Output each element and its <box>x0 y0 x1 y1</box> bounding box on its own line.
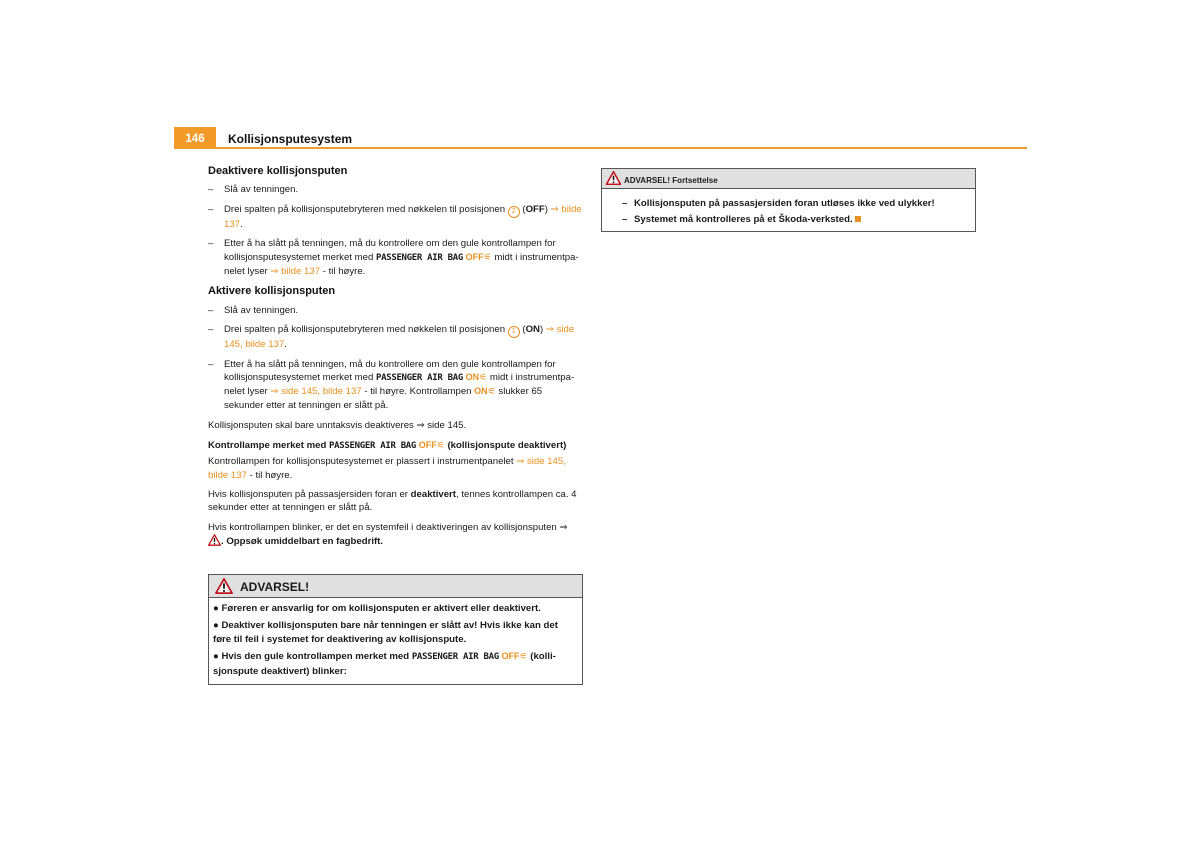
warning-header <box>209 575 582 598</box>
state-label: OFF <box>525 203 545 215</box>
airbag-off-icon: ⚟ <box>483 251 492 262</box>
end-marker-icon <box>855 216 861 222</box>
passenger-airbag-label: PASSENGER AIR BAG <box>329 440 417 451</box>
right-column <box>601 168 976 232</box>
warning-bullet: ● Hvis den gule kontrollampen merket med PASSENGER AIR BAG OFF⚟ (kolli-sjonspute deaktivert) blinker: <box>213 651 556 677</box>
off-state-label: OFF <box>465 251 484 262</box>
paragraph: Hvis kontrollampen blinker, er det en systemfeil i deaktiveringen av kollisjonsputen ⇒ . Oppsøk umiddelbart en fagbedrift. <box>208 521 568 548</box>
list-item: – Drei spalten på kollisjonsputebryteren med nøkkelen til posisjonen 2 (OFF) ⇒ bilde 137. <box>208 203 582 230</box>
step-text: - til høyre. Kontrollampen <box>364 386 472 398</box>
list-item: – Drei spalten på kollisjonsputebryteren med nøkkelen til posisjonen 1 (ON) ⇒ side 145, bilde 137. <box>208 324 575 351</box>
step-text: midt i instrumentpa-nelet lyser <box>224 372 575 398</box>
warning-title: ADVARSEL! Fortsettelse <box>624 176 718 185</box>
warning-bullet: ● Deaktiver kollisjonsputen bare når tenningen er slått av! Hvis ikke kan det føre til feil i systemet for deaktivering av kollisjonspute. <box>213 620 558 645</box>
page-header <box>174 127 1027 149</box>
figure-link[interactable]: ⇒ side 145, bilde 137 <box>224 324 575 351</box>
step-text: slukker 65 sekunder etter at tenningen er slått på. <box>224 386 543 411</box>
warning-header <box>602 169 975 189</box>
airbag-off-icon: ⚟ <box>436 439 445 450</box>
section-heading: Aktivere kollisjonsputen <box>208 285 336 298</box>
step-text: Slå av tenningen. <box>224 184 299 196</box>
step-text: Drei spalten på kollisjonsputebryteren med nøkkelen til posisjonen <box>224 324 506 336</box>
airbag-off-icon: ⚟ <box>519 651 528 662</box>
off-state-label: OFF <box>501 651 520 662</box>
position-1-icon: 1 <box>508 326 520 338</box>
warning-body <box>602 189 975 231</box>
figure-link[interactable]: ⇒ side 145, bilde 137 <box>270 386 362 398</box>
page-title: Kollisjonsputesystem <box>228 132 353 146</box>
on-state-label: ON <box>465 372 480 383</box>
passenger-airbag-label: PASSENGER AIR BAG <box>411 652 499 663</box>
position-2-icon: 2 <box>508 206 520 218</box>
step-text: Etter å ha slått på tenningen, må du kontrollere om den gule kontrollampen for kollisjonsputesystemet merket med <box>224 238 556 263</box>
off-state-label: OFF <box>418 439 437 450</box>
figure-link[interactable]: ⇒ bilde 137 <box>224 203 582 230</box>
section-aktivere <box>208 285 583 412</box>
warning-icon <box>605 171 622 185</box>
list-item: – Etter å ha slått på tenningen, må du kontrollere om den gule kontrollampen for kollisjonsputesystemet merket med PASSENGER AIR BAG OFF⚟ midt i instrumentpa-nelet lyser ⇒ bilde 137 - til høyre. <box>208 238 579 278</box>
warning-item: – Kollisjonsputen på passasjersiden foran utløses ikke ved ulykker! <box>622 198 935 209</box>
warning-icon[interactable] <box>208 534 221 546</box>
warning-continued-box <box>601 168 976 232</box>
airbag-on-icon: ⚟ <box>479 372 488 383</box>
step-text: Etter å ha slått på tenningen, må du kontrollere om den gule kontrollampen for kollisjonsputesystemet merket med <box>224 358 556 384</box>
list-item: – Slå av tenningen. <box>208 184 299 196</box>
warning-box <box>208 574 583 685</box>
on-state-label: ON <box>474 386 488 397</box>
airbag-on-icon: ⚟ <box>487 386 496 397</box>
warning-icon <box>214 578 234 594</box>
subheading: Kontrollampe merket med PASSENGER AIR BAG OFF⚟ (kollisjonspute deaktivert) <box>208 439 567 451</box>
warning-title: ADVARSEL! <box>240 580 310 594</box>
figure-link[interactable]: ⇒ bilde 137 <box>270 266 321 278</box>
warning-bullet: ● Føreren er ansvarlig for om kollisjonsputen er aktivert eller deaktivert. <box>213 603 541 614</box>
step-text: Slå av tenningen. <box>224 304 299 316</box>
left-column <box>208 165 583 555</box>
passenger-airbag-label: PASSENGER AIR BAG <box>375 373 463 384</box>
step-text: midt i instrumentpa-nelet lyser <box>224 251 579 278</box>
list-item: – Etter å ha slått på tenningen, må du kontrollere om den gule kontrollampen for kollisjonsputesystemet merket med PASSENGER AIR BAG ON⚟ midt i instrumentpa-nelet lyser ⇒ side 145, bilde 137 - til høyre. Kontrollampen ON⚟ slukker 65 sekunder etter at tenningen er slått på. <box>208 358 575 411</box>
step-text: Drei spalten på kollisjonsputebryteren med nøkkelen til posisjonen <box>224 203 506 215</box>
note-paragraph: Kollisjonsputen skal bare unntaksvis deaktiveres ⇒ side 145. <box>208 420 467 432</box>
list-item: – Slå av tenningen. <box>208 304 299 316</box>
paragraph: Hvis kollisjonsputen på passasjersiden foran er deaktivert, tennes kontrollampen ca. 4 sekunder etter at tenningen er slått på. <box>208 488 577 514</box>
passenger-airbag-label: PASSENGER AIR BAG <box>375 252 463 263</box>
section-heading: Deaktivere kollisjonsputen <box>208 165 348 177</box>
paragraph: Kontrollampen for kollisjonsputesystemet er plassert i instrumentpanelet ⇒ side 145, bilde 137 - til høyre. <box>208 456 566 481</box>
section-deaktivere <box>208 165 583 278</box>
warning-item: – Systemet må kontrolleres på et Škoda-verksted. <box>622 213 965 226</box>
step-text: - til høyre. <box>322 266 366 278</box>
warning-body <box>209 598 582 684</box>
page-number: 146 <box>174 127 216 148</box>
state-label: ON <box>525 324 540 336</box>
header-rule <box>174 147 1027 149</box>
figure-link[interactable]: ⇒ side 145, bilde 137 <box>208 456 566 481</box>
